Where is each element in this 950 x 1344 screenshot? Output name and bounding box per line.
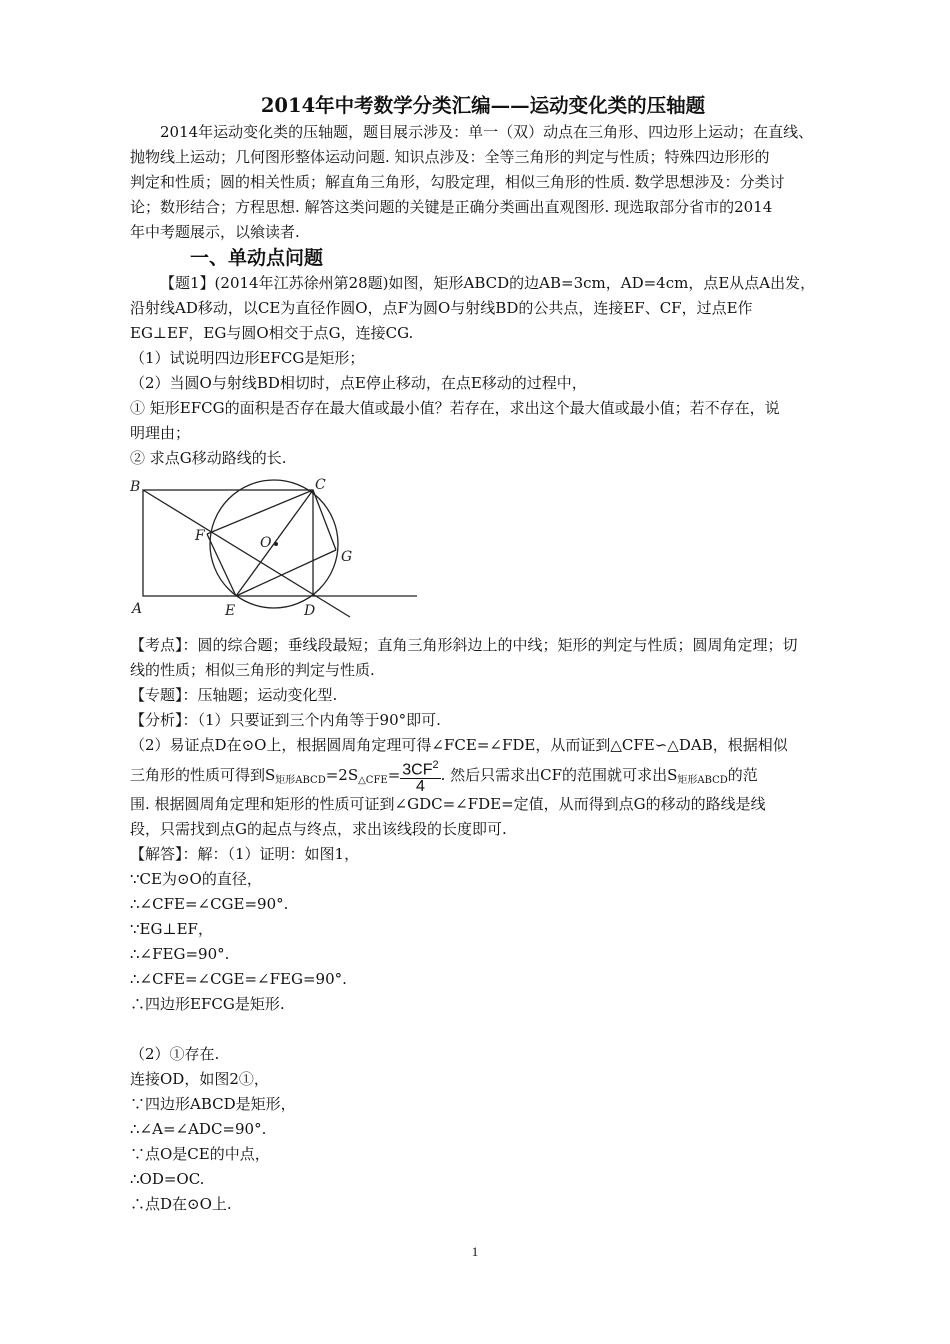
solution-line: ∵CE为⊙O的直径，	[130, 870, 262, 888]
label-a: A	[132, 601, 143, 617]
analysis-line: 线的性质；相似三角形的判定与性质.	[130, 661, 375, 679]
fraction: $\frac{3CF^2}{4}$	[402, 759, 439, 795]
segment-cg	[313, 490, 336, 550]
label-o: O	[260, 535, 272, 551]
solution-line: 连接OD，如图2①，	[130, 1070, 269, 1088]
intro-line: 判定和性质；圆的相关性质；解直角三角形，勾股定理，相似三角形的性质. 数学思想涉及：分类讨	[130, 173, 785, 191]
problem-text	[130, 271, 836, 471]
formula-line: 三角形的性质可得到$S_{矩形ABCD}=2S_{\triangle CFE}=$ $\frac{3CF^2}{4}$ . 然后只需求出CF的范围就可求出$S_{矩形ABCD}$的范	[130, 759, 758, 795]
problem-line: （1）试说明四边形EFCG是矩形；	[130, 349, 365, 367]
label-f: F	[195, 528, 205, 544]
solution-line: ∴四边形EFCG是矩形.	[130, 995, 285, 1013]
solution-line: ∴∠CFE=∠CGE=90°.	[130, 895, 289, 913]
intro-paragraph	[130, 120, 836, 245]
geometry-figure	[130, 475, 430, 623]
problem-line: （2）当圆O与射线BD相切时，点E停止移动，在点E移动的过程中，	[130, 374, 587, 392]
intro-line: 2014年运动变化类的压轴题，题目展示涉及：单一（双）动点在三角形、四边形上运动；在直线、	[160, 123, 814, 141]
analysis-line: 【考点】：圆的综合题；垂线段最短；直角三角形斜边上的中线；矩形的判定与性质；圆周角定理；切	[130, 636, 798, 654]
label-c: C	[315, 477, 326, 493]
label-g: G	[341, 549, 353, 565]
problem-line: ① 矩形EFCG的面积是否存在最大值或最小值？若存在，求出这个最大值或最小值；若不存在，说	[130, 399, 780, 417]
solution-line: ∴∠FEG=90°.	[130, 945, 230, 963]
label-d: D	[304, 603, 316, 619]
problem-line: 明理由；	[130, 424, 191, 442]
solution-block	[130, 842, 836, 1217]
solution-line: ∴∠A=∠ADC=90°.	[130, 1120, 267, 1138]
document-page	[130, 92, 836, 1217]
analysis-line: 围. 根据圆周角定理和矩形的性质可证到∠GDC=∠FDE=定值，从而得到点G的移动的路线是线	[130, 795, 766, 813]
intro-line: 论；数形结合；方程思想. 解答这类问题的关键是正确分类画出直观图形. 现选取部分省市的2014	[130, 198, 773, 216]
solution-line: ∴OD=OC.	[130, 1170, 205, 1188]
intro-line: 抛物线上运动；几何图形整体运动问题. 知识点涉及：全等三角形的判定与性质；特殊四边形形的	[130, 148, 770, 166]
solution-line: ∵四边形ABCD是矩形，	[130, 1095, 296, 1113]
problem-line: 【题1】(2014年江苏徐州第28题)如图，矩形ABCD的边AB=3cm，AD=4cm，点E从点A出发，	[160, 274, 816, 292]
problem-line: 沿射线AD移动，以CE为直径作圆O，点F为圆O与射线BD的公共点，连接EF、CF，过点E作	[130, 299, 753, 317]
solution-line: ∵点O是CE的中点，	[130, 1145, 270, 1163]
problem-line: ② 求点G移动路线的长.	[130, 449, 287, 467]
diagonal-bd-ray	[143, 490, 353, 617]
analysis-line: （2）易证点D在⊙O上，根据圆周角定理可得∠FCE=∠FDE，从而证到△CFE∽△DAB，根据相似	[130, 736, 788, 754]
solution-line: （2）①存在.	[130, 1045, 220, 1063]
section-heading: 一、单动点问题	[190, 247, 324, 269]
intro-line: 年中考题展示，以飨读者.	[130, 223, 300, 241]
solution-line: 【解答】：解：（1）证明：如图1，	[130, 845, 360, 863]
problem-line: EG⊥EF，EG与圆O相交于点G，连接CG.	[130, 324, 414, 342]
page-title: 2014年中考数学分类汇编——运动变化类的压轴题	[260, 94, 706, 117]
label-e: E	[225, 603, 236, 619]
center-dot	[274, 542, 278, 546]
solution-line: ∵EG⊥EF，	[130, 920, 213, 938]
analysis-block	[130, 633, 836, 842]
solution-line: ∴点D在⊙O上.	[130, 1195, 232, 1213]
analysis-line: 段，只需找到点G的起点与终点，求出该线段的长度即可.	[130, 820, 507, 838]
analysis-line: 【专题】：压轴题；运动变化型.	[130, 686, 338, 704]
label-b: B	[130, 479, 141, 495]
segment-ef	[207, 534, 236, 596]
analysis-line: 【分析】：（1）只要证到三个内角等于90°即可.	[130, 711, 441, 729]
solution-line: ∴∠CFE=∠CGE=∠FEG=90°.	[130, 970, 347, 988]
page-number: 1	[471, 1244, 479, 1259]
